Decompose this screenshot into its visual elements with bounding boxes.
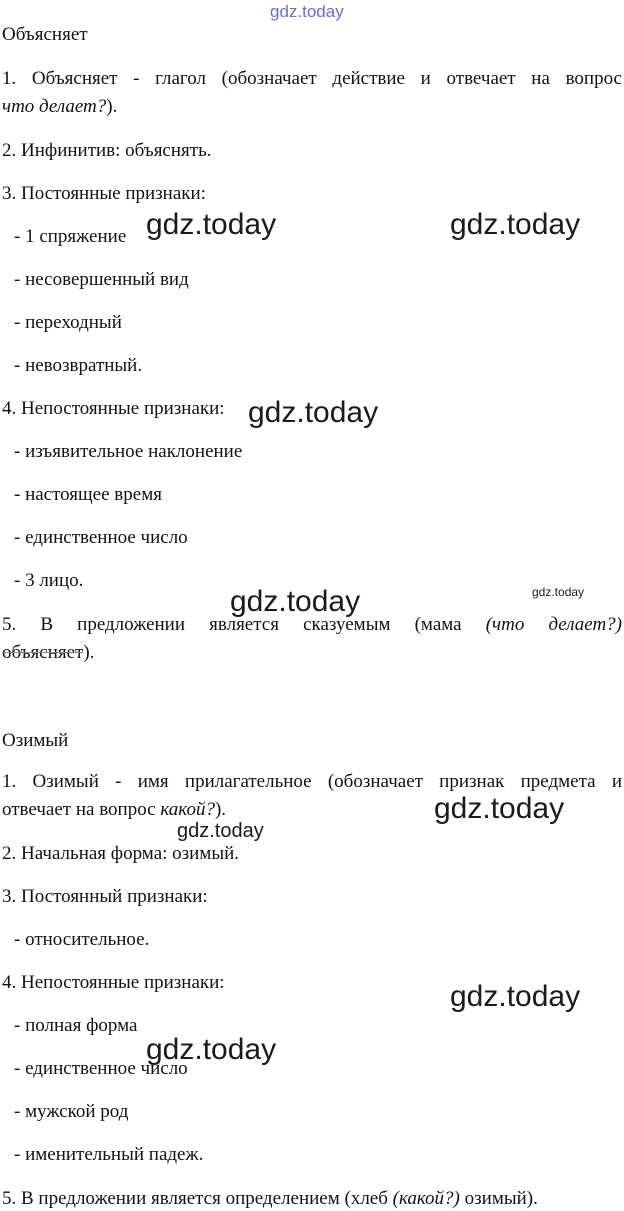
text-span: объясняет: [2, 642, 84, 663]
list-item: - 1 спряжение: [14, 226, 127, 247]
paragraph-line: 3. Постоянный признаки:: [2, 886, 208, 907]
text-span: ).: [214, 799, 227, 820]
paragraph-line: 1. Объясняет - глагол (обозначает действие и отвечает на вопрос: [2, 68, 622, 89]
paragraph-line: 2. Инфинитив: объяснять.: [2, 140, 212, 161]
italic-question: (какой?): [392, 1188, 460, 1209]
list-item: - несовершенный вид: [14, 269, 189, 290]
watermark: gdz.today: [177, 820, 264, 842]
text-span: отвечает на вопрос: [2, 799, 156, 820]
section-title: Озимый: [2, 730, 69, 751]
paragraph-line: 1. Озимый - имя прилагательное (обозначает признак предмета и: [2, 771, 622, 792]
paragraph-line: [2, 642, 94, 664]
list-item: - настоящее время: [14, 484, 162, 505]
text-span: ).: [83, 642, 95, 663]
watermark: gdz.today: [146, 208, 277, 241]
list-item: - невозвратный.: [14, 355, 143, 376]
text-span: озимый).: [464, 1188, 538, 1209]
paragraph-line: [2, 96, 117, 118]
list-item: - изъявительное наклонение: [14, 441, 243, 462]
watermark: gdz.today: [146, 1033, 277, 1066]
list-item: - относительное.: [14, 929, 150, 950]
paragraph-line: [2, 799, 226, 821]
paragraph-line: [2, 1188, 538, 1210]
italic-question: что делает?: [2, 96, 107, 117]
section-title: Объясняет: [2, 24, 88, 45]
watermark: gdz.today: [270, 2, 344, 21]
italic-question: какой?: [160, 799, 215, 820]
list-item: - единственное число: [14, 1058, 188, 1079]
watermark: gdz.today: [532, 585, 585, 599]
list-item: - переходный: [14, 312, 122, 333]
watermark: gdz.today: [230, 585, 361, 618]
paragraph-line: 3. Постоянные признаки:: [2, 183, 206, 204]
list-item: - именительный падеж.: [14, 1144, 204, 1165]
paragraph-line: 4. Непостоянные признаки:: [2, 972, 225, 993]
paragraph-line: 2. Начальная форма: озимый.: [2, 843, 240, 864]
text-span: 5. В предложении является определением (хлеб: [2, 1188, 388, 1209]
list-item: - 3 лицо.: [14, 570, 84, 591]
paragraph-line: [2, 614, 622, 636]
list-item: - полная форма: [14, 1015, 138, 1036]
paragraph-line: 4. Непостоянные признаки:: [2, 398, 225, 419]
list-item: - единственное число: [14, 527, 188, 548]
watermark: gdz.today: [248, 396, 379, 429]
list-item: - мужской род: [14, 1101, 129, 1122]
watermark: gdz.today: [450, 980, 581, 1013]
watermark: gdz.today: [434, 792, 565, 825]
text-span: ).: [106, 96, 118, 117]
text-span: 5. В предложении является сказуемым (мама: [2, 614, 462, 635]
watermark: gdz.today: [450, 208, 581, 241]
italic-question: (что делает?): [485, 614, 623, 635]
